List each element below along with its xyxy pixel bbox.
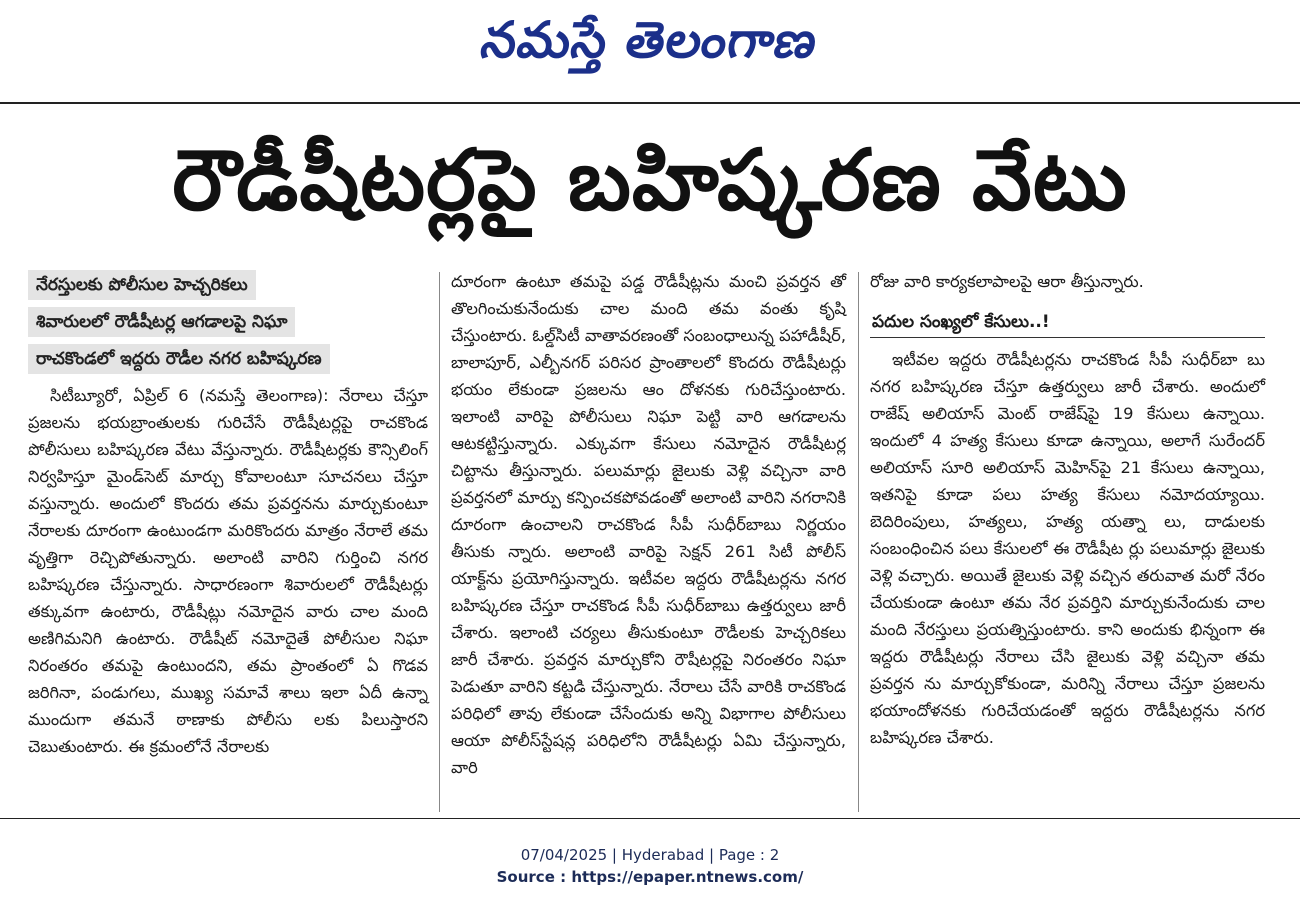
article-subhead: పదుల సంఖ్యలో కేసులు..!: [870, 307, 1265, 338]
bottom-rule: [0, 818, 1300, 819]
article-body-col3-a: రోజు వారి కార్యకలాపాలపై ఆరా తీస్తున్నారు.: [870, 272, 1144, 291]
source-link[interactable]: Source : https://epaper.ntnews.com/: [496, 868, 804, 886]
kicker-2: శివారులలో రౌడీషీటర్ల ఆగడాలపై నిఘా: [28, 307, 295, 337]
article-headline: రౌడీషీటర్లపై బహిష్కరణ వేటు: [172, 131, 1128, 229]
article-column-1: [28, 268, 428, 760]
kicker-1: నేరస్తులకు పోలీసుల హెచ్చరికలు: [28, 270, 256, 300]
article-body-col1: సిటీబ్యూరో, ఏప్రిల్ 6 (నమస్తే తెలంగాణ): నేరాలు చేస్తూ ప్రజలను భయబ్రాంతులకు గురిచేసే రౌడీషీటర్లపై రాచకొండ పోలీసులు బహిష్కరణ వేటు వేస్తున్నారు. రౌడీషీటర్లకు కౌన్సిలింగ్ నిర్వహిస్తూ మైండ్‌సెట్ మార్చు కోవాలంటూ సూచనలు చేస్తూ వస్తున్నారు. అందులో కొందరు తమ ప్రవర్తనను మార్చుకుంటూ నేరాలకు దూరంగా ఉంటుండగా మరికొందరు మాత్రం నేరాలే తమ వృత్తిగా రెచ్చిపోతున్నారు. అలాంటి వారిని గుర్తించి నగర బహిష్కరణ చేస్తున్నారు. సాధారణంగా శివారులలో రౌడీషీటర్లు తక్కువగా ఉంటారు, రౌడీషీట్లు నమోదైన వారు చాల మంది అణిగిమనిగి ఉంటారు. రౌడీషీట్ నమోదైతే పోలీసుల నిఘా నిరంతరం తమపై ఉంటుందని, తమ ప్రాంతంలో ఏ గొడవ జరిగినా, పండుగలు, ముఖ్య సమావే శాలు ఇలా ఏదీ ఉన్నా ముందుగా తమనే ఠాణాకు పోలీసు లకు పిలుస్తారని చెబుతుంటారు. ఈ క్రమంలోనే నేరాలకు: [28, 386, 428, 756]
masthead: [0, 0, 1300, 80]
article-body-col2: దూరంగా ఉంటూ తమపై పడ్డ రౌడీషీట్లను మంచి ప్రవర్తన తో తొలగించుకునేందుకు చాల మంది తమ వంతు కృషి చేస్తుంటారు. ఓల్డ్‌సిటీ వాతావరణంతో సంబంధాలున్న పహాడీషీర్, బాలాపూర్, ఎల్బీనగర్ పరిసర ప్రాంతాలలో కొందరు రౌడీషీటర్లు భయం లేకుండా ప్రజలను ఆం దోళనకు గురిచేస్తుంటారు. ఇలాంటి వారిపై పోలీసులు నిఘా పెట్టి వారి ఆగడాలను ఆటకట్టిస్తున్నారు. ఎక్కువగా కేసులు నమోదైన రౌడీషీటర్ల చిట్టాను తీస్తున్నారు. పలుమార్లు జైలుకు వెళ్లి వచ్చినా వారి ప్రవర్తనలో మార్పు కన్పించకపోవడంతో అలాంటి వారిని నగరానికి దూరంగా ఉంచాలని రాచకొండ సీపీ సుధీర్‌బాబు నిర్ణయం తీసుకు న్నారు. అలాంటి వారిపై సెక్షన్ 261 సిటీ పోలీస్ యాక్ట్‌ను ప్రయోగిస్తున్నారు. ఇటీవల ఇద్దరు రౌడీషీటర్లను నగర బహిష్కరణ చేస్తూ రాచకొండ సీపీ సుధీర్‌బాబు ఉత్తర్వులు జారీ చేశారు. ఇలాంటి చర్యలు తీసుకుంటూ రౌడీలకు హెచ్చరికలు జారీ చేశారు. ప్రవర్తన మార్చుకోని రౌషీటర్లపై నిరంతరం నిఘా పెడుతూ వారిని కట్టడి చేస్తున్నారు. నేరాలు చేసే వారికి రాచకొండ పరిధిలో తావు లేకుండా చేసేందుకు అన్ని విభాగాల పోలీసులు ఆయా పోలీస్‌స్టేషన్ల పరిధిలోని రౌడీషీటర్లు ఏమి చేస్తున్నారు, వారి: [451, 272, 846, 777]
top-rule: [0, 102, 1300, 104]
newspaper-logo: నమస్తే తెలంగాణ: [477, 11, 823, 69]
article-column-3: [870, 268, 1265, 751]
column-divider: [439, 272, 440, 812]
kicker-3: రాచకొండలో ఇద్దరు రౌడీల నగర బహిష్కరణ: [28, 344, 330, 374]
page-footer: [0, 844, 1300, 888]
column-divider: [858, 272, 859, 812]
article-column-2: [451, 268, 846, 781]
article-body-col3-b: ఇటీవల ఇద్దరు రౌడీషీటర్లను రాచకొండ సీపీ సుధీర్‌బా బు నగర బహిష్కరణ చేస్తూ ఉత్తర్వులు జారీ చేశారు. అందులో రాజేష్ అలియాస్ మెంట్ రాజేష్‌పై 19 కేసులు ఉన్నాయి. ఇందులో 4 హత్య కేసులు కూడా ఉన్నాయి, అలాగే సురేందర్ అలియాస్ సూరి అలియాస్ మెహిన్‌పై 21 కేసులు ఉన్నాయి, ఇతనిపై కూడా పలు హత్య కేసులు నమోదయ్యాయి. బెదిరింపులు, హత్యలు, హత్య యత్నా లు, దాడులకు సంబంధించిన పలు కేసులలో ఈ రౌడీషీట ర్లు పలుమార్లు జైలుకు వెళ్లి వచ్చారు. అయితే జైలుకు వెళ్లి వచ్చిన తరువాత మరో నేరం చేయకుండా ఉంటూ తమ నేర ప్రవర్తిని మార్చుకునేందుకు చాల మంది నేరస్తులు ప్రయత్నిస్తుంటారు. కాని అందుకు భిన్నంగా ఈ ఇద్దరు రౌడీషీటర్లు నేరాలు చేసి జైలుకు వెళ్లి వచ్చినా తమ ప్రవర్తన ను మార్చుకోకుండా, మరిన్ని నేరాలు చేస్తూ ప్రజలను భయాందోళనకు గురిచేయడంతో ఇద్దరు రౌడీషీటర్లను నగర బహిష్కరణ చేశారు.: [870, 350, 1265, 747]
edition-info: 07/04/2025 | Hyderabad | Page : 2: [520, 846, 780, 864]
